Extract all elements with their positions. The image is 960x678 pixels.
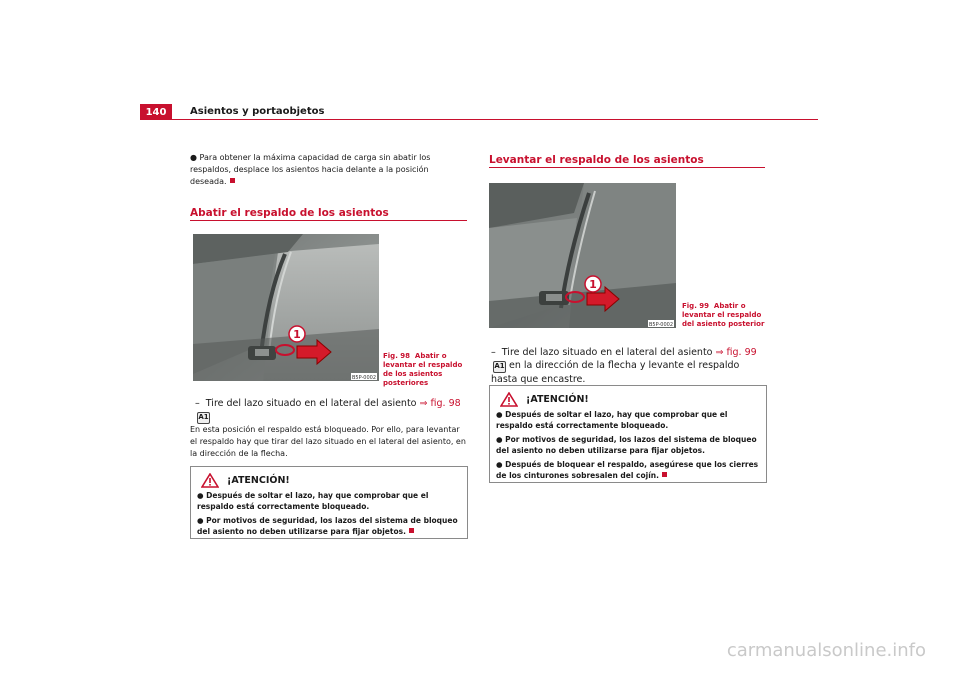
figure-98-caption-fig: Fig. 98 — [383, 352, 411, 360]
fold-step — [195, 397, 470, 424]
fold-paragraph: En esta posición el respaldo está bloqueado. Por ello, para levantar el respaldo hay que tirar del lazo situado en el lateral del asiento, en la dirección de la flecha. — [190, 425, 466, 458]
warning-item-text: Después de soltar el lazo, hay que comprobar que el respaldo está correctamente bloqueado. — [197, 491, 429, 511]
intro-paragraph — [190, 152, 465, 188]
warning-item: ● Después de soltar el lazo, hay que comprobar que el respaldo está correctamente bloqueado. — [197, 491, 429, 511]
step-text-cont: en la dirección de la flecha y levante el respaldo hasta que encastre. — [491, 360, 740, 385]
section-rule-raise — [489, 167, 765, 168]
warning-box-raise — [489, 385, 767, 483]
warning-header — [191, 467, 467, 490]
step-text: Tire del lazo situado en el lateral del asiento — [205, 398, 417, 409]
warning-item: ● Por motivos de seguridad, los lazos del sistema de bloqueo del asiento no deben utilizarse para fijar objetos. — [496, 435, 757, 455]
figure-99-photo — [489, 183, 676, 328]
end-square-icon — [230, 178, 235, 183]
bullet-icon: ● — [190, 153, 197, 162]
header-rule — [172, 119, 818, 120]
figure-99-caption-fig: Fig. 99 — [682, 302, 710, 310]
warning-item-text: Después de soltar el lazo, hay que comprobar que el respaldo está correctamente bloqueado. — [496, 410, 728, 430]
figure-98-link[interactable]: fig. 98 — [430, 398, 461, 409]
chapter-title: Asientos y portaobjetos — [190, 106, 325, 117]
ref-arrow-icon: ⇒ — [419, 398, 428, 409]
a1-badge: A1 — [493, 361, 506, 373]
raise-step — [491, 346, 767, 386]
figure-98-caption — [383, 352, 467, 388]
warning-item-text: Por motivos de seguridad, los lazos del sistema de bloqueo del asiento no deben utilizarse para fijar objetos. — [197, 516, 458, 536]
figure-99-caption-text: Abatir o levantar el respaldo del asiento posterior — [682, 302, 765, 328]
warning-item: ● Después de bloquear el respaldo, asegúrese que los cierres de los cinturones sobresalen del cojín. — [496, 460, 759, 480]
figure-99-code: B5P-0002 — [648, 322, 674, 328]
a1-badge: A1 — [197, 412, 210, 424]
section-title-raise: Levantar el respaldo de los asientos — [489, 154, 704, 166]
warning-title: ¡ATENCIÓN! — [526, 394, 589, 405]
figure-98-caption-text: Abatir o levantar el respaldo de los asientos posteriores — [383, 352, 463, 387]
section-title-fold: Abatir el respaldo de los asientos — [190, 207, 389, 219]
seat-fold-illustration — [193, 234, 379, 381]
section-rule-fold — [190, 220, 467, 221]
end-square-icon — [409, 528, 414, 533]
seat-raise-illustration — [489, 183, 676, 328]
figure-98-label: 1 — [293, 328, 301, 341]
ref-arrow-icon: ⇒ — [715, 347, 724, 358]
figure-99-label: 1 — [589, 278, 597, 291]
end-square-icon — [662, 472, 667, 477]
warning-triangle-icon — [201, 473, 219, 488]
warning-item-text: Por motivos de seguridad, los lazos del sistema de bloqueo del asiento no deben utilizarse para fijar objetos. — [496, 435, 757, 455]
figure-98-code: B5P-0002 — [351, 375, 377, 381]
figure-99-link[interactable]: fig. 99 — [726, 347, 757, 358]
warning-item: ● Por motivos de seguridad, los lazos del sistema de bloqueo del asiento no deben utilizarse para fijar objetos. — [197, 516, 458, 536]
step-dash: – — [195, 398, 200, 409]
page-number: 140 — [140, 104, 172, 120]
step-dash: – — [491, 347, 496, 358]
warning-triangle-icon — [500, 392, 518, 407]
warning-item-text: Después de bloquear el respaldo, asegúrese que los cierres de los cinturones sobresalen del cojín. — [496, 460, 759, 480]
intro-text: Para obtener la máxima capacidad de carga sin abatir los respaldos, desplace los asientos hacia delante a la posición deseada. — [190, 153, 431, 186]
warning-title: ¡ATENCIÓN! — [227, 475, 290, 486]
figure-98-photo — [193, 234, 379, 381]
figure-99-caption — [682, 302, 766, 329]
warning-item: ● Después de soltar el lazo, hay que comprobar que el respaldo está correctamente bloqueado. — [496, 410, 728, 430]
step-text: Tire del lazo situado en el lateral del asiento — [501, 347, 713, 358]
site-watermark: carmanualsonline.info — [726, 640, 926, 661]
warning-box-fold — [190, 466, 468, 539]
warning-header — [490, 386, 766, 409]
